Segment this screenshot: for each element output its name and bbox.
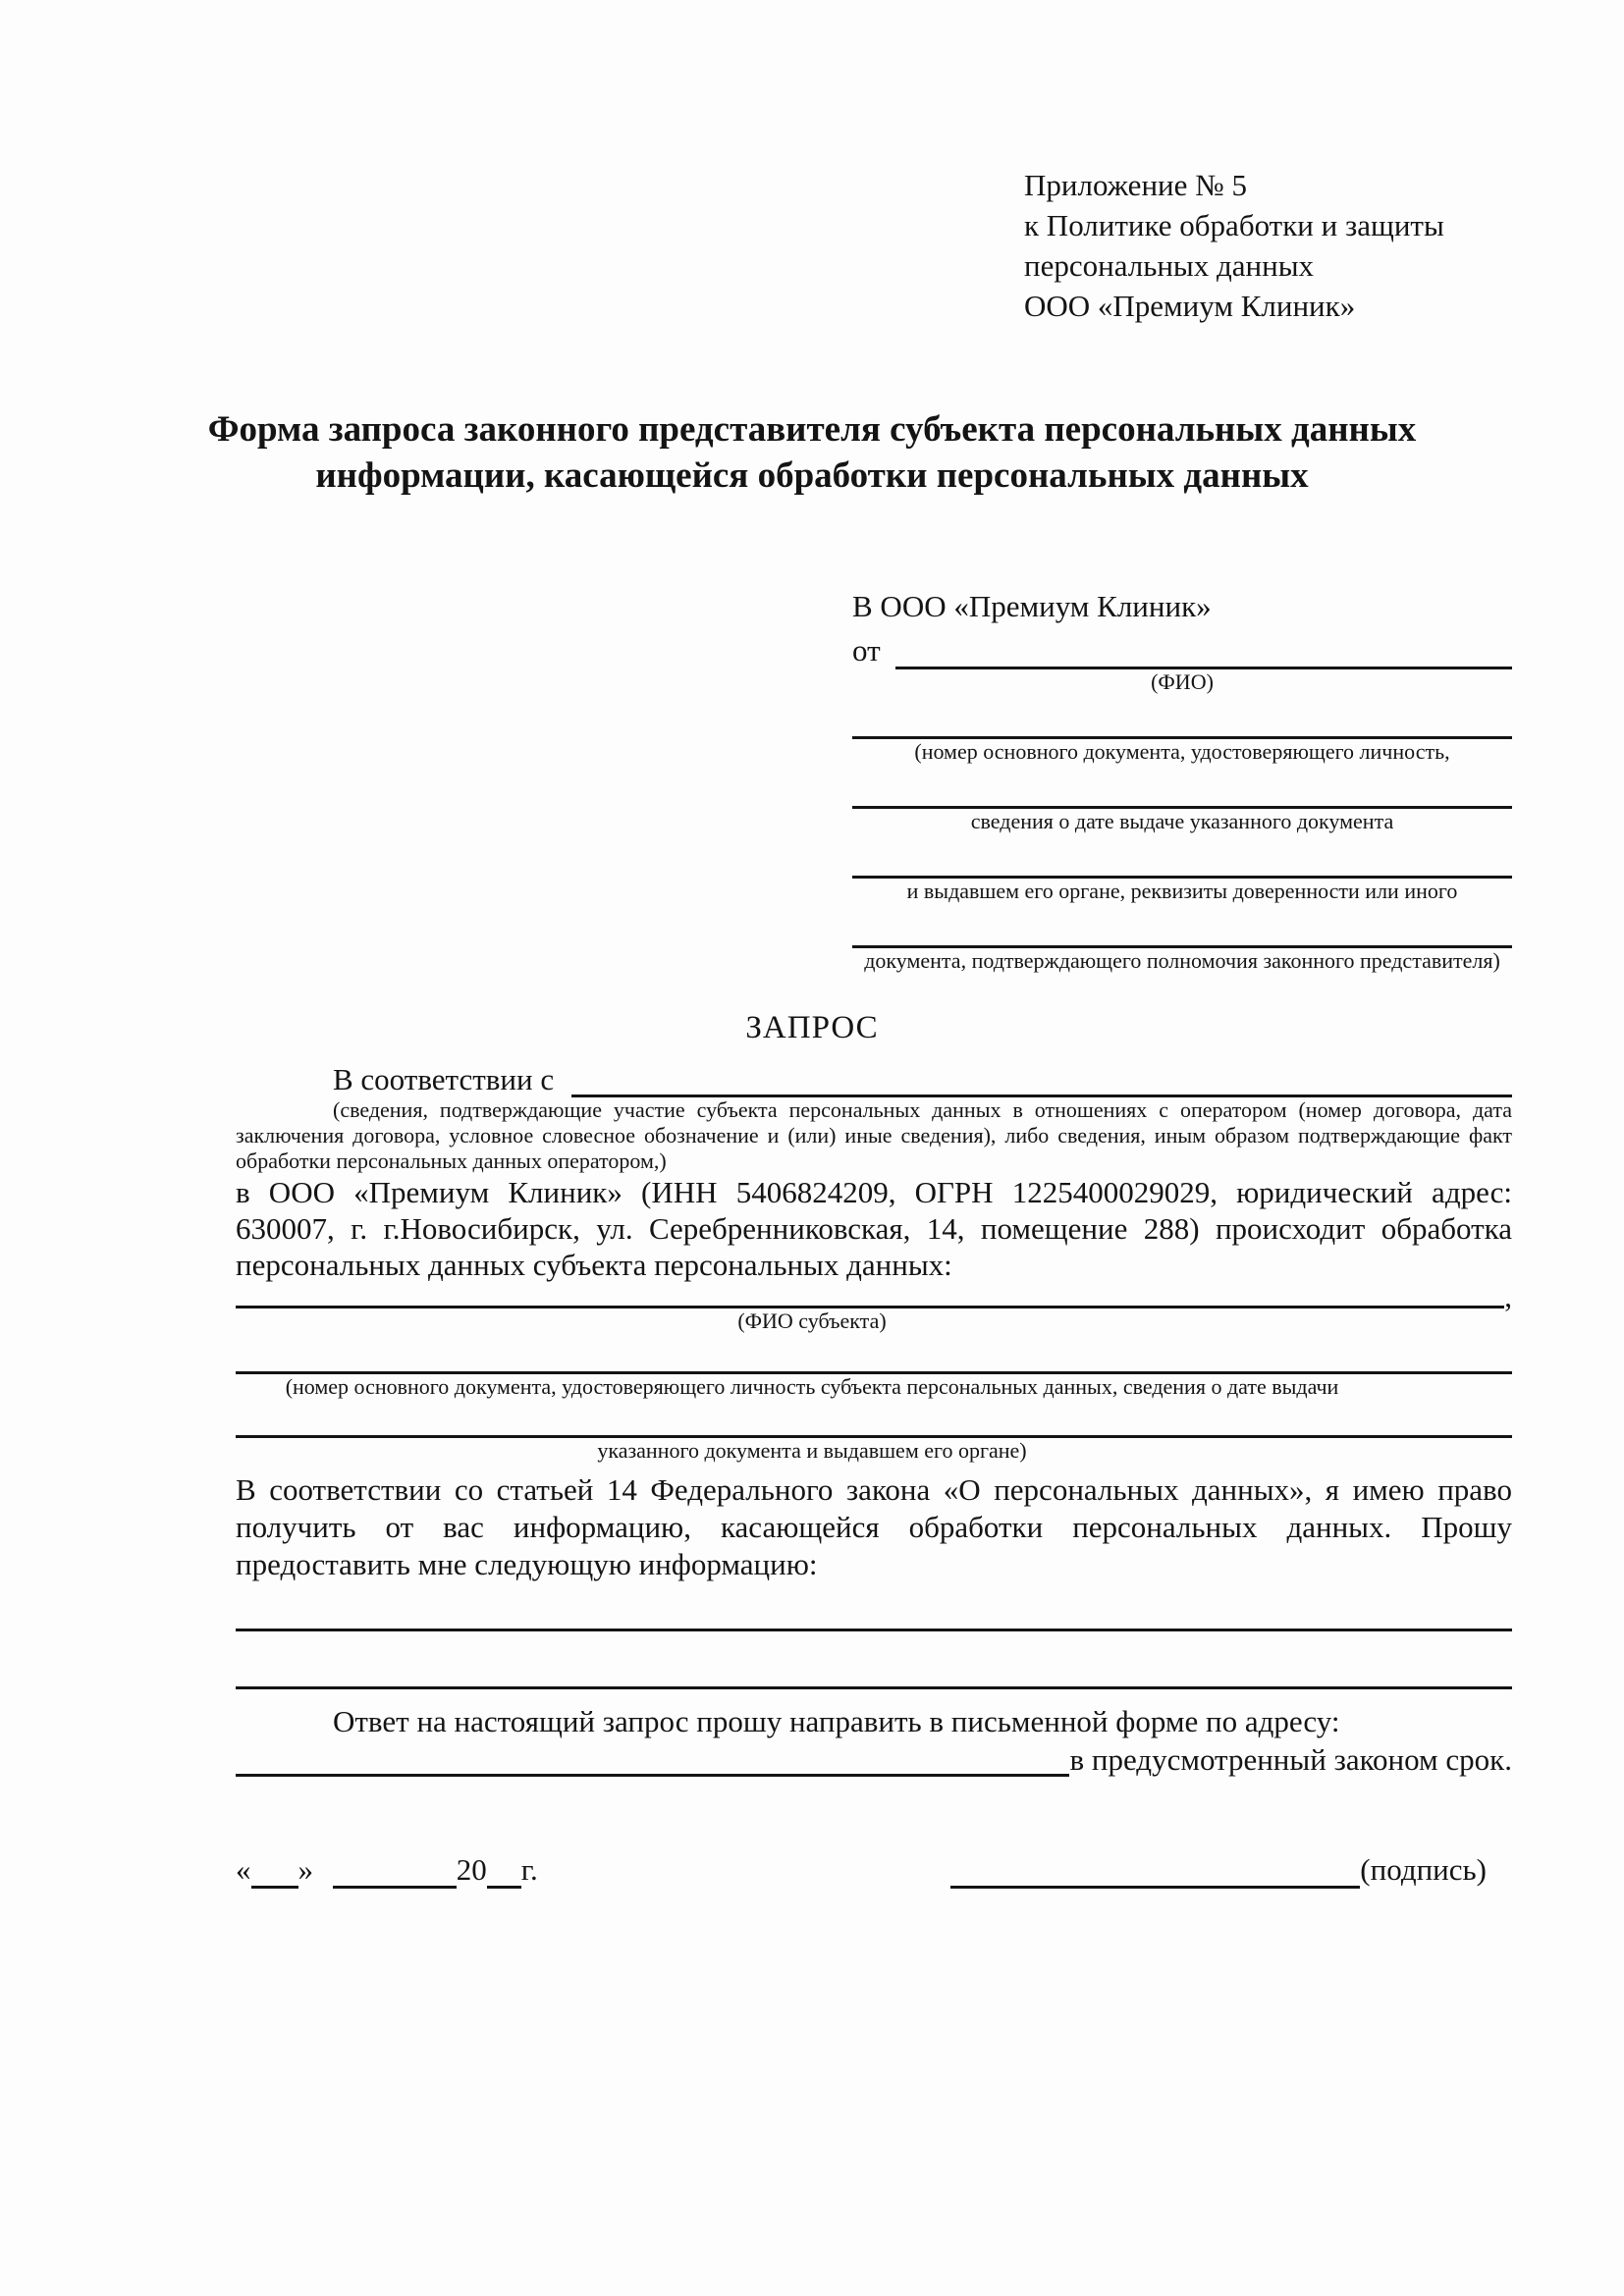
blank-caption: (номер основного документа, удостоверяющего личность,	[914, 739, 1450, 764]
appendix-line: к Политике обработки и защиты	[1024, 208, 1444, 242]
appendix-note	[1024, 165, 1512, 326]
intro-caption: (сведения, подтверждающие участие субъекта персональных данных в отношениях с оператором (номер договора, дата заключения договора, условное словесное обозначение и (или) иные сведения), либо сведения, иным образом подтверждающие факт обработки персональных данных оператором,)	[236, 1097, 1512, 1173]
document-title-line: Форма запроса законного представителя субъекта персональных данных	[207, 409, 1417, 450]
blank-line-day	[251, 1854, 298, 1889]
fio-caption: (ФИО)	[1151, 669, 1214, 694]
blank-caption: и выдавшем его органе, реквизиты доверенности или иного	[906, 879, 1458, 903]
response-tail-text: в предусмотренный законом срок.	[1069, 1742, 1512, 1777]
appendix-line: ООО «Премиум Клиник»	[1024, 289, 1356, 323]
blank-line-power-of-attorney	[852, 910, 1512, 948]
subject-doc-caption: (номер основного документа, удостоверяющего личность субъекта персональных данных, сведения о дате выдачи	[285, 1374, 1339, 1399]
blank-line-month	[333, 1854, 457, 1889]
date-group	[236, 1851, 538, 1889]
blank-line-requested-info-2	[236, 1631, 1512, 1689]
operator-paragraph: в ООО «Премиум Клиник» (ИНН 5406824209, ОГРН 1225400029029, юридический адрес: 630007, г. г.Новосибирск, ул. Серебренниковская, 14, помещение 288) происходит обработка персональных данных субъекта персональных данных:	[236, 1175, 1512, 1282]
request-heading: ЗАПРОС	[745, 1010, 879, 1045]
from-label: от	[852, 633, 889, 667]
response-paragraph: Ответ на настоящий запрос прошу направить в письменной форме по адресу:	[333, 1704, 1340, 1738]
blank-line-subject-document-2	[236, 1408, 1512, 1438]
law-paragraph: В соответствии со статьей 14 Федерального закона «О персональных данных», я имею право получить от вас информацию, касающейся обработки персональных данных. Прошу предоставить мне следующую информацию:	[236, 1472, 1512, 1581]
blank-line-signature	[950, 1854, 1360, 1889]
blank-line-response-address	[236, 1744, 1069, 1777]
year-suffix: г.	[520, 1852, 538, 1887]
subject-fio-comma: ,	[1504, 1279, 1512, 1313]
date-close-quote: »	[298, 1852, 321, 1887]
subject-doc-caption-2: указанного документа и выдавшем его органе)	[597, 1438, 1027, 1463]
subject-fio-caption: (ФИО субъекта)	[737, 1308, 887, 1333]
blank-caption: документа, подтверждающего полномочия законного представителя)	[864, 948, 1500, 973]
appendix-line: персональных данных	[1024, 248, 1315, 283]
blank-caption: сведения о дате выдаче указанного документа	[970, 809, 1394, 833]
blank-line-subject-document	[236, 1342, 1512, 1374]
blank-line-year	[487, 1854, 521, 1889]
blank-line-issue-date	[852, 771, 1512, 809]
appendix-line: Приложение № 5	[1024, 168, 1247, 202]
year-prefix: 20	[456, 1852, 487, 1887]
signature-group	[950, 1851, 1487, 1889]
from-row	[852, 628, 1512, 669]
subject-fio-row	[236, 1279, 1512, 1313]
intro-row	[236, 1056, 1512, 1097]
blank-line-document-number	[852, 701, 1512, 739]
blank-line-relationship	[571, 1061, 1512, 1097]
addressee-organization: В ООО «Премиум Клиник»	[852, 589, 1212, 623]
signature-caption: (подпись)	[1360, 1852, 1487, 1887]
blank-line-issuing-authority	[852, 840, 1512, 879]
document-title-line: информации, касающейся обработки персональных данных	[315, 455, 1309, 496]
addressee-block	[852, 585, 1512, 974]
document-title	[112, 406, 1512, 499]
footer-row	[236, 1851, 1512, 1889]
response-address-row	[236, 1739, 1512, 1777]
blank-line-subject-fio	[236, 1284, 1504, 1308]
date-open-quote: «	[236, 1852, 251, 1887]
blank-line-fio	[895, 633, 1512, 669]
intro-label: В соответствии с	[333, 1062, 562, 1096]
blank-line-requested-info	[236, 1583, 1512, 1631]
